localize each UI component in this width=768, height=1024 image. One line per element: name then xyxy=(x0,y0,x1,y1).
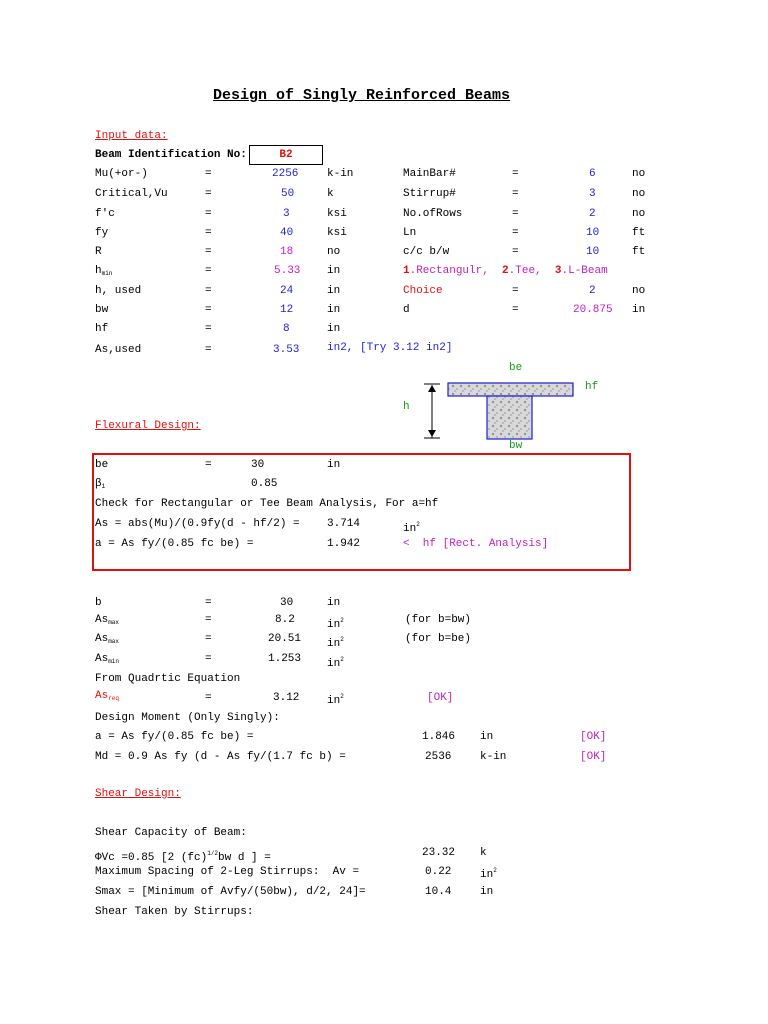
beta1-value: 0.85 xyxy=(251,478,278,490)
stirrup-unit: no xyxy=(632,188,646,200)
vc-label: ΦVc =0.85 [2 (fc)$^{1/2}$bw d ] = xyxy=(95,850,271,864)
mu-unit: k-in xyxy=(327,168,354,180)
vc-unit: k xyxy=(480,847,487,859)
a2-status: [OK] xyxy=(580,731,607,743)
asmax-bw-value: 8.2 xyxy=(275,614,295,626)
d-value: 20.875 xyxy=(573,304,613,316)
cc-unit: ft xyxy=(632,246,646,258)
stirrup-value[interactable]: 3 xyxy=(589,188,596,200)
as-eq-label: As = abs(Mu)/(0.9fy(d - hf/2) = xyxy=(95,518,300,530)
stirrup-label: Stirrup# xyxy=(403,188,456,200)
eq-sign: = xyxy=(205,459,212,471)
mainbar-label: MainBar# xyxy=(403,168,456,180)
asmax-be-note: (for b=be) xyxy=(405,633,472,645)
eq-sign: = xyxy=(512,246,519,258)
bw-unit: in xyxy=(327,304,341,316)
eq-sign: = xyxy=(205,304,212,316)
input-data-heading: Input data: xyxy=(95,130,168,142)
smax-unit: in xyxy=(480,886,494,898)
shear-stirrups-heading: Shear Taken by Stirrups: xyxy=(95,906,254,918)
eq-sign: = xyxy=(205,692,212,704)
d-unit: in xyxy=(632,304,646,316)
cc-value[interactable]: 10 xyxy=(586,246,600,258)
fy-value[interactable]: 40 xyxy=(280,227,294,239)
fy-label: fy xyxy=(95,227,109,239)
asmax-be-label: $As_{max}$ xyxy=(95,633,120,645)
h-used-label: h, used xyxy=(95,285,142,297)
av-label: Maximum Spacing of 2-Leg Stirrups: Av = xyxy=(95,866,360,878)
flange xyxy=(448,383,573,396)
asreq-value: 3.12 xyxy=(273,692,300,704)
arrow-down-icon xyxy=(428,430,436,437)
asmax-bw-unit: $in^2$ xyxy=(327,617,344,631)
a2-value: 1.846 xyxy=(422,731,456,743)
design-moment-heading: Design Moment (Only Singly): xyxy=(95,712,280,724)
as-used-note: in2, [Try 3.12 in2] xyxy=(327,342,453,354)
eq-sign: = xyxy=(205,614,212,626)
eq-sign: = xyxy=(205,633,212,645)
ln-unit: ft xyxy=(632,227,646,239)
eq-sign: = xyxy=(512,208,519,220)
be-flex-unit: in xyxy=(327,459,341,471)
eq-sign: = xyxy=(512,227,519,239)
asreq-status: [OK] xyxy=(427,692,454,704)
flexural-check-box xyxy=(92,453,631,571)
eq-sign: = xyxy=(205,653,212,665)
be-label: be xyxy=(509,362,523,374)
eq-sign: = xyxy=(205,227,212,239)
md-status: [OK] xyxy=(580,751,607,763)
hf-unit: in xyxy=(327,323,341,335)
beta1-label: $\beta_1$ xyxy=(95,478,106,490)
b-label: b xyxy=(95,597,102,609)
asmin-value: 1.253 xyxy=(268,653,302,665)
bw-label: bw xyxy=(95,304,109,316)
page-title: Design of Singly Reinforced Beams xyxy=(213,87,511,104)
fc-unit: ksi xyxy=(327,208,347,220)
a2-unit: in xyxy=(480,731,494,743)
a2-label: a = As fy/(0.85 fc be) = xyxy=(95,731,254,743)
eq-sign: = xyxy=(205,188,212,200)
shear-heading: Shear Design: xyxy=(95,788,181,800)
md-unit: k-in xyxy=(480,751,507,763)
be-flex-label: be xyxy=(95,459,109,471)
eq-sign: = xyxy=(512,285,519,297)
ln-label: Ln xyxy=(403,227,417,239)
asreq-unit: $in^2$ xyxy=(327,693,344,707)
choice-unit: no xyxy=(632,285,646,297)
arrow-up-icon xyxy=(428,385,436,392)
ln-value[interactable]: 10 xyxy=(586,227,600,239)
shear-capacity-heading: Shear Capacity of Beam: xyxy=(95,827,247,839)
asmin-unit: $in^2$ xyxy=(327,656,344,670)
mu-value[interactable]: 2256 xyxy=(272,168,299,180)
eq-sign: = xyxy=(205,344,212,356)
asmax-be-value: 20.51 xyxy=(268,633,302,645)
flexural-heading: Flexural Design: xyxy=(95,420,201,432)
mainbar-unit: no xyxy=(632,168,646,180)
h-diagram-label: h xyxy=(403,401,410,413)
beam-id-value[interactable]: B2 xyxy=(249,145,323,165)
fc-value[interactable]: 3 xyxy=(283,208,290,220)
hf-value[interactable]: 8 xyxy=(283,323,290,335)
rows-unit: no xyxy=(632,208,646,220)
eq-sign: = xyxy=(205,208,212,220)
eq-sign: = xyxy=(205,285,212,297)
eq-sign: = xyxy=(205,246,212,258)
a-eq-label: a = As fy/(0.85 fc be) = xyxy=(95,538,254,550)
eq-sign: = xyxy=(512,304,519,316)
as-eq-value: 3.714 xyxy=(327,518,361,530)
rows-label: No.ofRows xyxy=(403,208,463,220)
bw-value[interactable]: 12 xyxy=(280,304,294,316)
vc-value: 23.32 xyxy=(422,847,456,859)
be-flex-value: 30 xyxy=(251,459,265,471)
choice-label: Choice xyxy=(403,285,443,297)
asmax-bw-label: $As_{max}$ xyxy=(95,614,120,626)
a-eq-note: < hf [Rect. Analysis] xyxy=(403,538,549,550)
vu-unit: k xyxy=(327,188,334,200)
h-used-unit: in xyxy=(327,285,341,297)
r-value: 18 xyxy=(280,246,294,258)
beam-id-label: Beam Identification No: xyxy=(95,149,247,161)
rows-value[interactable]: 2 xyxy=(589,208,596,220)
tbeam-section-diagram xyxy=(395,360,635,464)
bw-diagram-label: bw xyxy=(509,440,523,452)
eq-sign: = xyxy=(512,168,519,180)
eq-sign: = xyxy=(205,168,212,180)
eq-sign: = xyxy=(205,597,212,609)
d-label: d xyxy=(403,304,410,316)
as-used-label: As,used xyxy=(95,344,142,356)
vu-value[interactable]: 50 xyxy=(281,188,295,200)
check-text: Check for Rectangular or Tee Beam Analysis, For a=hf xyxy=(95,498,439,510)
h-used-value[interactable]: 24 xyxy=(280,285,294,297)
b-unit: in xyxy=(327,597,341,609)
eq-sign: = xyxy=(205,323,212,335)
cc-label: c/c b/w xyxy=(403,246,450,258)
asmax-bw-note: (for b=bw) xyxy=(405,614,472,626)
asreq-label: $As_{req}$ xyxy=(95,690,120,702)
fy-unit: ksi xyxy=(327,227,347,239)
r-unit: no xyxy=(327,246,341,258)
av-unit: $in^2$ xyxy=(480,867,497,881)
hmin-unit: in xyxy=(327,265,341,277)
av-value: 0.22 xyxy=(425,866,452,878)
as-used-value[interactable]: 3.53 xyxy=(273,344,300,356)
mainbar-value[interactable]: 6 xyxy=(589,168,596,180)
asmin-label: $As_{min}$ xyxy=(95,653,120,665)
md-label: Md = 0.9 As fy (d - As fy/(1.7 fc b) = xyxy=(95,751,346,763)
hf-diagram-label: hf xyxy=(585,381,599,393)
web xyxy=(487,396,532,439)
smax-value: 10.4 xyxy=(425,886,452,898)
quadratic-text: From Quadrtic Equation xyxy=(95,673,241,685)
vu-label: Critical,Vu xyxy=(95,188,168,200)
hf-label: hf xyxy=(95,323,109,335)
as-eq-unit: $in^2$ xyxy=(403,521,420,535)
smax-label: Smax = [Minimum of Avfy/(50bw), d/2, 24]= xyxy=(95,886,366,898)
r-label: R xyxy=(95,246,102,258)
fc-label: f'c xyxy=(95,208,115,220)
hmin-label: $h_{min}$ xyxy=(95,265,113,277)
b-value: 30 xyxy=(280,597,294,609)
mu-label: Mu(+or-) xyxy=(95,168,148,180)
eq-sign: = xyxy=(512,188,519,200)
beam-type-options: 1.Rectangulr, 2.Tee, 3.L-Beam xyxy=(403,265,608,277)
a-eq-value: 1.942 xyxy=(327,538,361,550)
asmax-be-unit: $in^2$ xyxy=(327,636,344,650)
hmin-value: 5.33 xyxy=(274,265,301,277)
eq-sign: = xyxy=(205,265,212,277)
md-value: 2536 xyxy=(425,751,452,763)
choice-value[interactable]: 2 xyxy=(589,285,596,297)
